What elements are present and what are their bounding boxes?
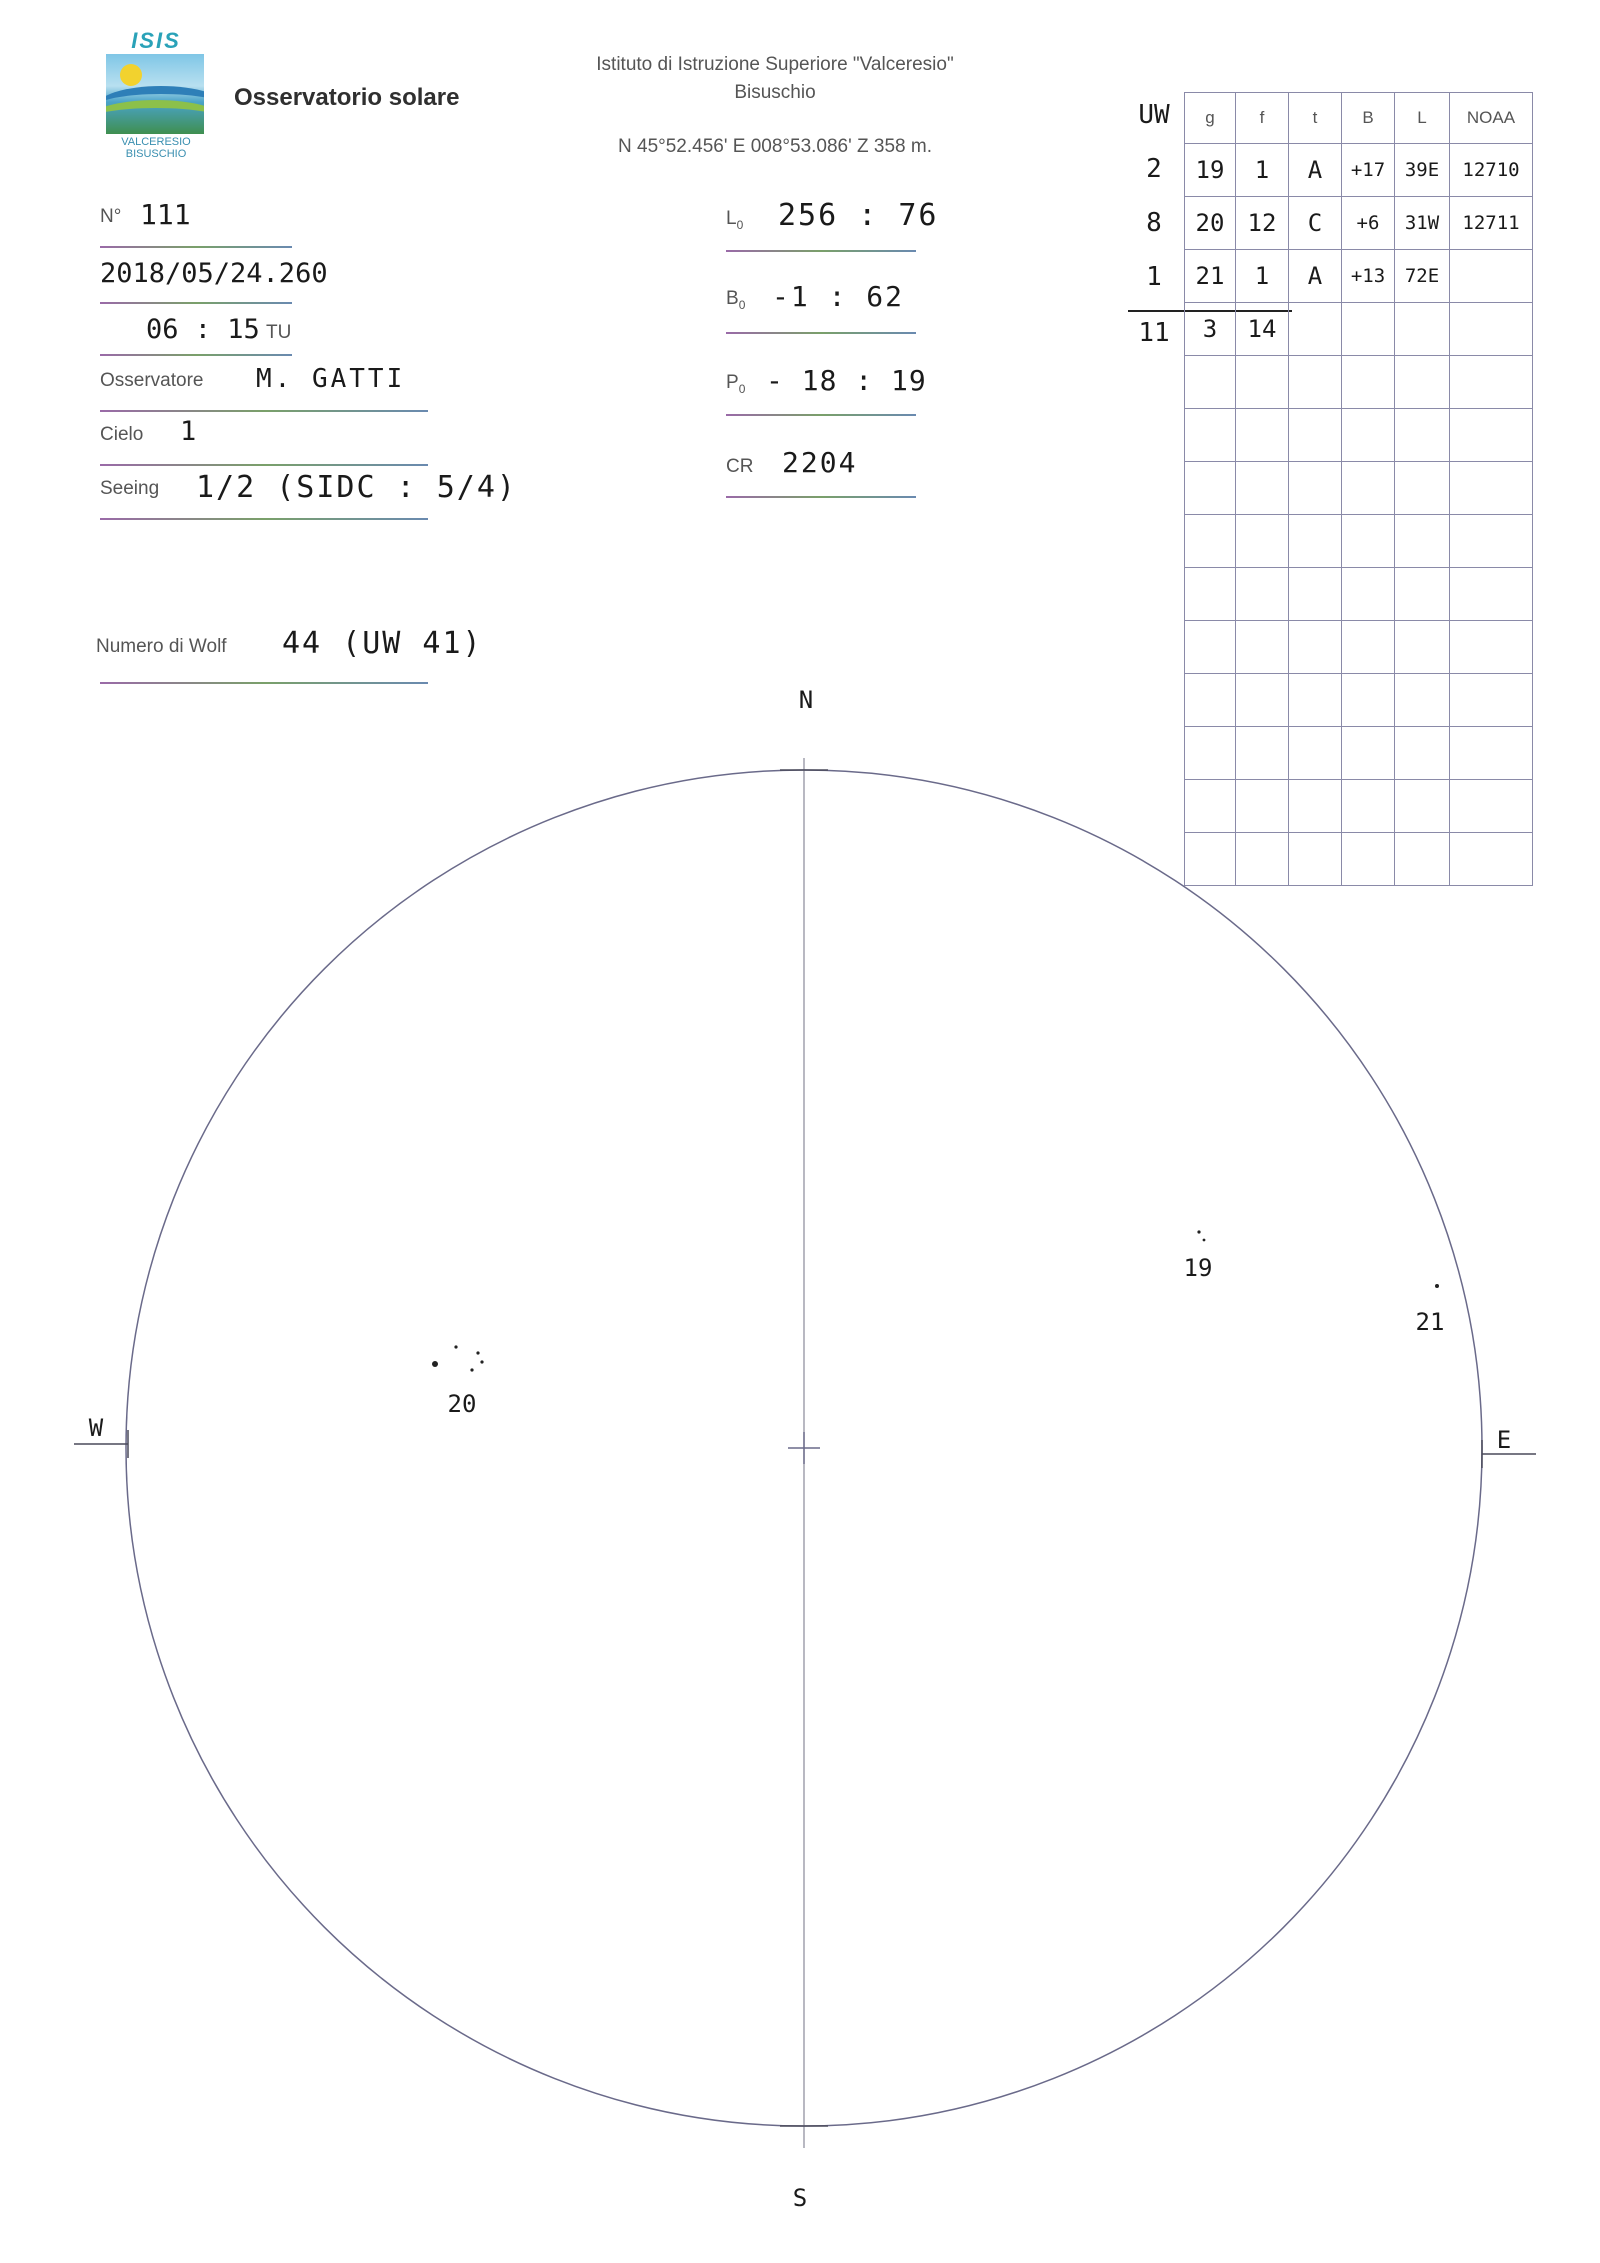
east-label: E — [1496, 1426, 1512, 1454]
number-value: 111 — [140, 198, 191, 231]
table-cell: 3 — [1185, 303, 1236, 356]
uw-row-3: 1 — [1146, 262, 1162, 292]
time-value: 06 : 15 — [146, 314, 260, 345]
table-cell: A — [1289, 250, 1342, 303]
b0-letter: B — [726, 288, 739, 309]
north-label: N — [798, 686, 814, 714]
header-cell: t — [1289, 93, 1342, 144]
group-label-21: 21 — [1415, 1308, 1445, 1336]
table-cell: 1 — [1236, 144, 1289, 197]
observatory-title: Osservatorio solare — [234, 84, 460, 111]
table-cell: 19 — [1185, 144, 1236, 197]
table-cell: 12710 — [1450, 144, 1533, 197]
logo-line1: VALCERESIO — [121, 136, 191, 148]
table-cell: A — [1289, 144, 1342, 197]
table-cell: +13 — [1342, 250, 1395, 303]
sunspot-20 — [476, 1351, 479, 1354]
table-cell: 21 — [1185, 250, 1236, 303]
header-cell: g — [1185, 93, 1236, 144]
header-cell: B — [1342, 93, 1395, 144]
table-cell: 12 — [1236, 197, 1289, 250]
group-label-20: 20 — [447, 1390, 477, 1418]
sunspot-19 — [1203, 1239, 1206, 1242]
observatory-coordinates: N 45°52.456' E 008°53.086' Z 358 m. — [618, 136, 932, 157]
number-label: N° — [100, 206, 122, 227]
b0-subscript: 0 — [738, 297, 746, 312]
sunspot-20 — [432, 1361, 438, 1367]
logo-top-text: ISIS — [131, 28, 181, 53]
uw-header: UW — [1138, 100, 1170, 130]
cr-value: 2204 — [782, 446, 858, 479]
uw-row-2: 8 — [1146, 208, 1162, 238]
sunspot-21 — [1435, 1284, 1439, 1288]
p0-value: - 18 : 19 — [766, 364, 927, 397]
cr-label: CR — [726, 456, 754, 477]
seeing-label: Seeing — [100, 478, 160, 499]
table-cell: 1 — [1236, 250, 1289, 303]
sunspot-20 — [470, 1368, 473, 1371]
p0-letter: P — [726, 372, 739, 393]
observer-label: Osservatore — [100, 370, 204, 391]
uw-row-1: 2 — [1146, 154, 1162, 184]
observer-value: M. GATTI — [256, 364, 406, 394]
table-cell: 12711 — [1450, 197, 1533, 250]
sunspot-20 — [454, 1345, 457, 1348]
table-cell: 14 — [1236, 303, 1289, 356]
header-cell: f — [1236, 93, 1289, 144]
table-cell: 72E — [1395, 250, 1450, 303]
table-cell: +6 — [1342, 197, 1395, 250]
sunspot-20 — [480, 1360, 483, 1363]
date-value: 2018/05/24.260 — [100, 258, 328, 289]
table-cell: 31W — [1395, 197, 1450, 250]
institute-town: Bisuschio — [734, 82, 816, 103]
seeing-value: 1/2 (SIDC : 5/4) — [196, 470, 517, 505]
time-unit: TU — [266, 322, 292, 343]
l0-subscript: 0 — [736, 217, 744, 232]
group-label-19: 19 — [1183, 1254, 1213, 1282]
institute-name: Istituto di Istruzione Superiore "Valceresio" — [596, 54, 954, 75]
sky-label: Cielo — [100, 424, 144, 445]
p0-subscript: 0 — [738, 381, 746, 396]
west-label: W — [88, 1414, 104, 1442]
wolf-value: 44 (UW 41) — [282, 626, 483, 661]
sunspot-19 — [1197, 1230, 1200, 1233]
logo-line2: BISUSCHIO — [125, 148, 187, 160]
table-cell: C — [1289, 197, 1342, 250]
l0-letter: L — [726, 208, 737, 229]
south-label: S — [792, 2184, 808, 2212]
b0-value: -1 : 62 — [772, 280, 905, 313]
header-cell: L — [1395, 93, 1450, 144]
wolf-label: Numero di Wolf — [96, 636, 227, 657]
table-cell: 39E — [1395, 144, 1450, 197]
table-cell: +17 — [1342, 144, 1395, 197]
sky-value: 1 — [180, 416, 197, 447]
table-cell: 20 — [1185, 197, 1236, 250]
l0-value: 256 : 76 — [778, 198, 939, 233]
header-cell: NOAA — [1450, 93, 1533, 144]
uw-total: 11 — [1138, 318, 1170, 348]
